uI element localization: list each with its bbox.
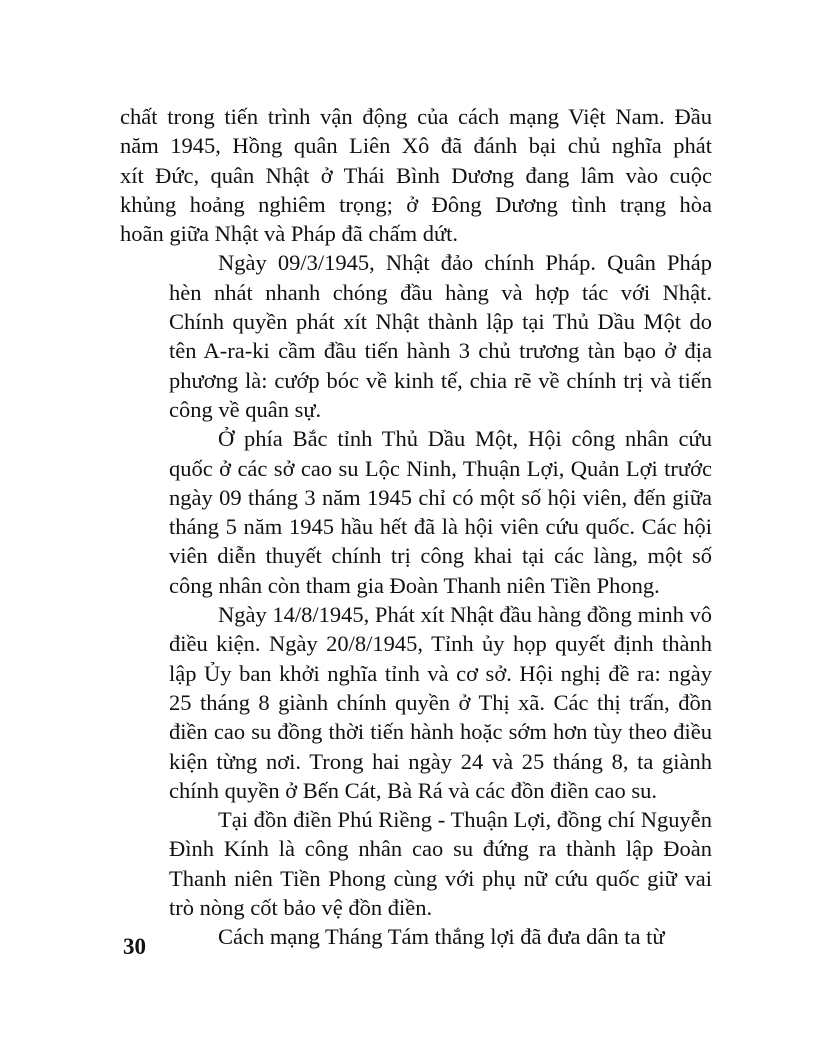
text-line: ngày 09 tháng 3 năm 1945 chỉ có một số hội viên, đến giữa: [169, 484, 712, 510]
text-line: Chính quyền phát xít Nhật thành lập tại Thủ Dầu Một do: [169, 309, 712, 335]
text-line: tháng 5 năm 1945 hầu hết đã là hội viên cứu quốc. Các hội: [169, 514, 712, 540]
text-line: trò nòng cốt bảo vệ đồn điền.: [169, 895, 433, 921]
text-line: Ngày 14/8/1945, Phát xít Nhật đầu hàng đồng minh vô: [218, 602, 712, 628]
text-line: kiện từng nơi. Trong hai ngày 24 và 25 tháng 8, ta giành: [169, 748, 712, 774]
text-line: chính quyền ở Bến Cát, Bà Rá và các đồn điền cao su.: [169, 777, 658, 803]
text-line: Đình Kính là công nhân cao su đứng ra thành lập Đoàn: [169, 836, 712, 862]
text-line: hoãn giữa Nhật và Pháp đã chấm dứt.: [120, 221, 459, 247]
text-line: năm 1945, Hồng quân Liên Xô đã đánh bại chủ nghĩa phát: [120, 133, 712, 159]
text-line: công về quân sự.: [169, 396, 322, 422]
text-line: phương là: cướp bóc về kinh tế, chia rẽ về chính trị và tiến: [169, 367, 712, 393]
text-line: Ở phía Bắc tỉnh Thủ Dầu Một, Hội công nhân cứu: [218, 426, 712, 452]
paragraph: [120, 248, 712, 424]
text-line: khủng hoảng nghiêm trọng; ở Đông Dương tình trạng hòa: [120, 191, 712, 217]
text-line: quốc ở các sở cao su Lộc Ninh, Thuận Lợi, Quản Lợi trước: [169, 455, 712, 481]
paragraph: [120, 922, 712, 951]
text-line: xít Đức, quân Nhật ở Thái Bình Dương đang lâm vào cuộc: [120, 162, 712, 188]
paragraph: [120, 805, 712, 922]
body-text: [120, 102, 712, 952]
text-line: hèn nhát nhanh chóng đầu hàng và hợp tác với Nhật.: [169, 279, 712, 305]
page-number: 30: [123, 934, 146, 959]
text-line: Ngày 09/3/1945, Nhật đảo chính Pháp. Quân Pháp: [218, 250, 712, 276]
paragraph: [120, 424, 712, 600]
text-line: viên diễn thuyết chính trị công khai tại các làng, một số: [169, 543, 712, 569]
paragraph: [120, 102, 712, 248]
text-line: Tại đồn điền Phú Riềng - Thuận Lợi, đồng chí Nguyễn: [218, 807, 712, 833]
text-line: tên A-ra-ki cầm đầu tiến hành 3 chủ trương tàn bạo ở địa: [169, 338, 712, 364]
paragraph: [120, 600, 712, 805]
text-line: lập Ủy ban khởi nghĩa tỉnh và cơ sở. Hội nghị đề ra: ngày: [169, 660, 712, 686]
text-line: công nhân còn tham gia Đoàn Thanh niên Tiền Phong.: [169, 572, 660, 598]
text-line: 25 tháng 8 giành chính quyền ở Thị xã. Các thị trấn, đồn: [169, 689, 712, 715]
text-line: điền cao su đồng thời tiến hành hoặc sớm hơn tùy theo điều: [169, 719, 712, 745]
text-line: điều kiện. Ngày 20/8/1945, Tỉnh ủy họp quyết định thành: [169, 631, 712, 657]
text-line: Thanh niên Tiền Phong cùng với phụ nữ cứu quốc giữ vai: [169, 865, 712, 891]
text-line: chất trong tiến trình vận động của cách mạng Việt Nam. Đầu: [120, 104, 712, 129]
text-line: Cách mạng Tháng Tám thắng lợi đã đưa dân ta từ: [218, 924, 665, 950]
